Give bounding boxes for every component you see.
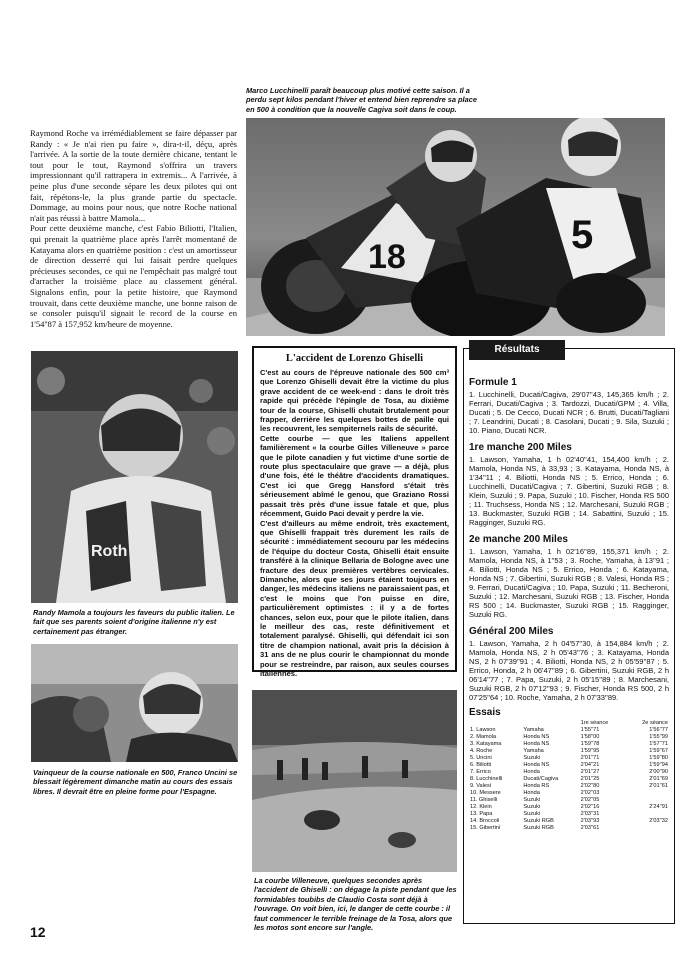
essais-session1: 2'01''27	[580, 769, 600, 775]
essais-rider: 7. Errico	[470, 769, 491, 775]
essais-session1: 2'02''80	[580, 783, 600, 789]
essais-session2: 1'57''71	[649, 741, 668, 747]
essais-row	[469, 741, 669, 748]
results-essais-title: Essais	[469, 707, 501, 718]
essais-session2: 2'01''69	[649, 776, 668, 782]
essais-row	[469, 762, 669, 769]
photo-villeneuve-curve	[252, 690, 457, 872]
essais-session2	[626, 825, 669, 832]
essais-rider: 11. Ghiselli	[470, 797, 498, 803]
results-column	[469, 370, 669, 832]
bike-number-18: 18	[368, 238, 406, 276]
essais-session1: 1'59''78	[580, 741, 600, 747]
essais-session2	[626, 790, 669, 797]
essais-rider: 13. Papa	[470, 811, 493, 817]
essais-session1: 2'03''31	[580, 811, 600, 817]
essais-rider: 4. Roche	[470, 748, 493, 754]
caption-lucchinelli: Marco Lucchinelli paraît beaucoup plus motivé cette saison. Il a perdu sept kilos pendant l'hiver et entend bien reprendre sa place en 500 à condition que la nouvelle Cagiva soit dans le coup.	[246, 86, 477, 114]
essais-row	[469, 748, 669, 755]
essais-bike: Suzuki RGB	[523, 825, 554, 831]
essais-session2: 2'01''61	[649, 783, 668, 789]
essais-session1: 2'04''21	[580, 762, 600, 768]
essais-session1: 2'03''93	[580, 818, 600, 824]
main-paragraph-2: Pour cette deuxième manche, c'est Fabio Biliotti, l'Italien, qui prenait la quatrième place après l'arrêt momentané de Katayama alors en quatrième position : c'est un amortisseur de direction desserré qui lui faisait perdre quelques précieuses secondes, ce qui ne l'empêchait pas malgré tout d'arracher la troisième place au classement général. Signalons enfin, pour la petite histoire, que Raymond trouvait, dans cette deuxième manche, une bonne raison de se consoler puisqu'il signait le record de la course en 1'54''87 à 157,952 km/heure de moyenne.	[30, 223, 237, 329]
essais-row	[469, 797, 669, 804]
essais-row	[469, 783, 669, 790]
essais-session2: 1'56''77	[649, 727, 668, 733]
accident-title: L'accident de Lorenzo Ghiselli	[285, 353, 424, 364]
svg-text:Roth: Roth	[91, 543, 128, 560]
essais-row	[469, 818, 669, 825]
essais-row	[469, 755, 669, 762]
main-paragraph-1: Raymond Roche va irrémédiablement se faire dépasser par Randy : « Je n'ai rien pu faire », dira-t-il, déçu, après l'arrivée. A la sortie de la toute dernière chicane, tentant le tout pour le tout, Raymond s'offrira un travers impressionnant qu'il rattrapera in extremis... A l'arrivée, à peine plus d'une seconde sépare les deux pilotes qui ont fait, répétons-le, la plus grande partie du spectacle. Dommage, au moins pour nous, que notre Roche national n'ait pas réussi à battre Mamola...	[30, 128, 237, 223]
photo-mamola	[31, 351, 238, 603]
essais-session1: 2'03''61	[580, 825, 600, 831]
essais-session1: 2'02''03	[580, 790, 600, 796]
essais-bike: Honda NS	[523, 734, 550, 740]
main-article	[30, 128, 237, 329]
essais-bike: Yamaha	[523, 727, 544, 733]
essais-bike: Honda RS	[523, 783, 550, 789]
essais-session1: 1'55''71	[580, 727, 600, 733]
essais-session2: 2'03''32	[649, 818, 668, 824]
essais-row	[469, 804, 669, 811]
essais-col2-header: 2e séance	[642, 720, 668, 726]
results-banner-label: Résultats	[494, 344, 540, 355]
page-number: 12	[30, 924, 46, 940]
essais-bike: Suzuki RGB	[523, 818, 554, 824]
accident-paragraph-2: Cette courbe — que les Italiens appellent familièrement « la courbe Gilles Villeneuve » parce que le pilote canadien y fut victime d'une sortie de route plus spectaculaire que grave — a déjà, plus d'une fois, été le théâtre d'accidents dramatiques. C'est ici que Gregg Hansford s'était très sérieusement abîmé le genou, que Graziano Rossi passait très près d'une issue fatale et que, plus récemment, Guido Paci devait y perdre la vie.	[260, 433, 449, 519]
results-general-title: Général 200 Miles	[469, 626, 554, 637]
essais-session1: 2'02''05	[580, 797, 600, 803]
essais-rider: 1. Lawson	[470, 727, 496, 733]
essais-session1: 1'59''95	[580, 748, 600, 754]
essais-row	[469, 734, 669, 741]
essais-row	[469, 727, 669, 734]
essais-col1-header: 1re séance	[580, 720, 609, 726]
results-banner	[469, 340, 565, 360]
essais-session1: 1'58''00	[580, 734, 600, 740]
essais-session2	[626, 811, 669, 818]
results-f1-text: 1. Lucchinelli, Ducati/Cagiva, 29'07''43, 145,365 km/h ; 2. Ferrari, Ducati/Cagiva ; 3. Tardozzi, Ducati/GPM ; 4. Villa, Ducati ; 5. De Cecco, Ducati NCR ; 6. Brutti, Ducati/Tagliani ; 7. Leandrini, Ducati ; 8. Casolani, Ducati ; 9. Sila, Suzuki ; 10. Piano, Ducati NCR.	[469, 390, 669, 435]
accident-paragraph-1: C'est au cours de l'épreuve nationale des 500 cm³ que Lorenzo Ghiselli devait être la victime du plus grave accident de ce week-end : dans le droit très rapide qui précède l'épingle de Tosa, au dixième tour de la course, Ghiselli chutait brutalement pour frapper, derrière les quelques bottes de paille qui les recouvrent, les sempiternels rails de sécurité.	[260, 368, 449, 434]
results-manche1-text: 1. Lawson, Yamaha, 1 h 02'40''41, 154,400 km/h ; 2. Mamola, Honda NS, à 33,93 ; 3. Katayama, Honda NS, à 1'34''11 ; 4. Biliotti, Honda NS ; 5. Errico, Honda ; 6. Lucchinelli, Ducati/Cagiva ; 7. Gibertini, Suzuki RGB ; 8. Klein, Suzuki ; 9. Papa, Suzuki ; 10. Fischer, Honda RS 500 ; 11. Truchsess, Honda NS ; 12. Marchesani, Suzuki RGB ; 13. Buckmaster, Suzuki RGB ; 14. Sabattini, Suzuki ; 15. Ragginger, Suzuki RG.	[469, 455, 669, 527]
photo-uncini	[31, 644, 238, 762]
essais-session2	[626, 797, 669, 804]
essais-bike: Suzuki	[523, 797, 541, 803]
essais-rider: 15. Gibertini	[470, 825, 501, 831]
essais-rider: 5. Uncini	[470, 755, 492, 761]
results-f1-title: Formule 1	[469, 377, 517, 388]
caption-villeneuve: La courbe Villeneuve, quelques secondes après l'accident de Ghiselli : on dégage la piste pendant que les formidables toubibs de Claudio Costa sont déjà à l'ouvrage. On voit bien, ici, le danger de cette courbe : il faut commencer le terrible freinage de la Tosa, alors que les motos sont encore sur l'angle.	[254, 876, 457, 933]
essais-bike: Honda	[523, 790, 540, 796]
essais-rider: 14. Broccoli	[470, 818, 500, 824]
essais-rider: 10. Messere	[470, 790, 501, 796]
essais-bike: Ducati/Cagiva	[523, 776, 559, 782]
essais-bike: Yamaha	[523, 748, 544, 754]
accident-paragraph-3: C'est d'ailleurs au même endroit, très exactement, que Ghiselli frappait très durement les rails de sécurité : immédiatement secouru par les médecins de l'équipe du docteur Costa, Ghiselli était ensuite transféré à la clinique Bellaria de Bologne avec une fracture des deux premières vertèbres cervicales. Dimanche, alors que ses jours étaient toujours en danger, les médecins italiens ne paraissaient pas, et c'est le moins que l'on puisse en dire, particulièrement optimistes : il y a de fortes chances, selon eux, pour que le pilote italien, dans le meilleur des cas, reste définitivement et totalement paralysé. Ghiselli, qui défendait ici son titre de champion national, avait pris la décision à 31 ans de ne plus courir le championnat du monde pour se restreindre, par raison, aux seules courses italiennes.	[260, 518, 449, 678]
essais-rider: 6. Biliotti	[470, 762, 492, 768]
essais-bike: Suzuki	[523, 804, 541, 810]
results-manche2-title: 2e manche 200 Miles	[469, 534, 568, 545]
essais-session2: 1'59''67	[649, 748, 668, 754]
essais-table	[469, 720, 669, 832]
essais-session1: 2'01''71	[580, 755, 600, 761]
essais-session2: 2'24''91	[649, 804, 668, 810]
racing-photo-lucchinelli	[246, 118, 665, 336]
essais-session2: 1'59''80	[649, 755, 668, 761]
essais-row	[469, 790, 669, 797]
essais-session2: 1'59''94	[649, 762, 668, 768]
essais-row	[469, 769, 669, 776]
essais-row	[469, 811, 669, 818]
essais-bike: Honda NS	[523, 741, 550, 747]
essais-bike: Suzuki	[523, 755, 541, 761]
caption-uncini: Vainqueur de la course nationale en 500, Franco Uncini se blessait légèrement dimanche matin au cours des essais libres. Il devrait être en pleine forme pour l'Espagne.	[33, 768, 238, 796]
essais-session2: 2'00''90	[649, 769, 668, 775]
accident-box	[252, 346, 457, 678]
essais-rider: 12. Klein	[470, 804, 492, 810]
essais-rider: 9. Valesi	[470, 783, 492, 789]
caption-mamola: Randy Mamola a toujours les faveurs du public italien. Le fait que ses parents soient d'origine italienne n'y est certainement pas étranger.	[33, 608, 235, 636]
results-manche1-title: 1re manche 200 Miles	[469, 442, 572, 453]
essais-rider: 8. Lucchinelli	[470, 776, 503, 782]
essais-bike: Honda NS	[523, 762, 550, 768]
essais-bike: Suzuki	[523, 811, 541, 817]
essais-row	[469, 825, 669, 832]
essais-session2: 1'55''99	[649, 734, 668, 740]
essais-row	[469, 776, 669, 783]
results-general-text: 1. Lawson, Yamaha, 2 h 04'57''30, à 154,884 km/h ; 2. Mamola, Honda NS, 2 h 05'43''76 ; 3. Katayama, Honda NS, 2 h 07'39''91 ; 4. Biliotti, Honda NS, 2 h 05'59''87 ; 5. Errico, Honda, 2 h 06'47''89 ; 6. Gibertini, Suzuki RGB, 2 h 06'14''77 ; 7. Papa, Suzuki, 2 h 05'15''89 ; 8. Marchesani, Suzuki RGB, 2 h 07'12''93 ; 9. Fischer, Honda RS 500, 2 h 07'25''64 ; 10. Roche, Yamaha, 2 h 07'33''89.	[469, 639, 669, 702]
essais-rider: 3. Katayama	[470, 741, 502, 747]
essais-bike: Honda	[523, 769, 540, 775]
essais-session1: 2'02''16	[580, 804, 600, 810]
results-manche2-text: 1. Lawson, Yamaha, 1 h 02'16''89, 155,371 km/h ; 2. Mamola, Honda NS, à 1''53 ; 3. Roche, Yamaha, à 13''91 ; 4. Biliotti, Honda NS ; 5. Errico, Honda ; 6. Katayama, Honda NS ; 7. Gibertini, Suzuki RGB ; 8. Valesi, Honda RS ; 9. Ferrari, Ducati/Cagiva ; 10. Papa, Suzuki ; 11. Becheroni, Suzuki ; 12. Marchesani, Suzuki RGB ; 13. Fischer, Honda RS 500 ; 14. Buckmaster, Suzuki RGB ; 15. Ragginger, Suzuki RG.	[469, 547, 669, 619]
essais-session1: 2'01''25	[580, 776, 600, 782]
essais-rider: 2. Mamola	[470, 734, 497, 740]
bike-number-5: 5	[571, 213, 594, 257]
